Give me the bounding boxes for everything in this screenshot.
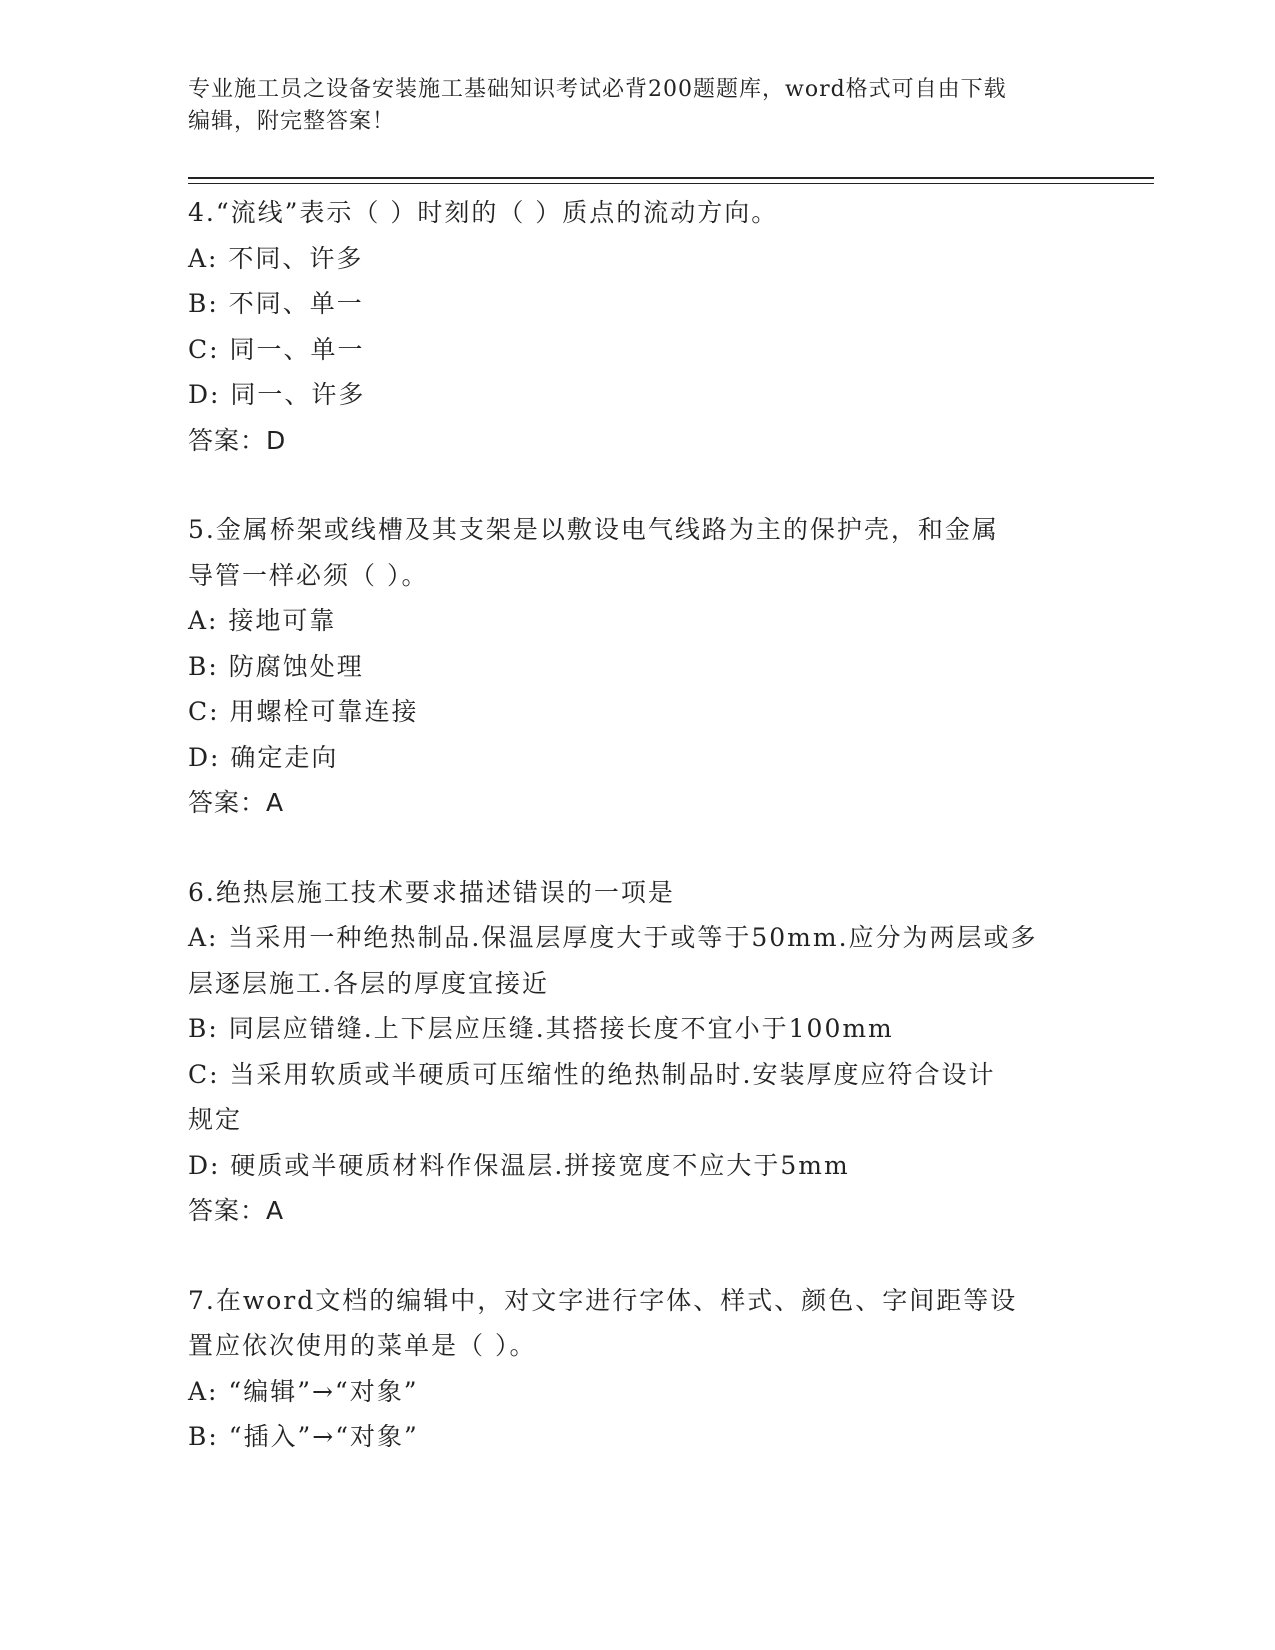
option-a: A: “编辑”→“对象” [188, 1376, 419, 1406]
option-b: B: 同层应错缝.上下层应压缝.其搭接长度不宜小于100mm [188, 1014, 894, 1043]
header-divider-thick [188, 177, 1154, 179]
question-5 [188, 507, 1088, 826]
document-header [188, 74, 1088, 138]
option-b: B: 防腐蚀处理 [188, 651, 364, 681]
question-stem: 5.金属桥架或线槽及其支架是以敷设电气线路为主的保护壳，和金属 [188, 515, 999, 544]
option-d: D: 硬质或半硬质材料作保温层.拼接宽度不应大于5mm [188, 1150, 850, 1180]
answer: 答案：A [188, 788, 285, 817]
question-6 [188, 870, 1088, 1234]
option-c: C: 用螺栓可靠连接 [188, 697, 419, 726]
option-a: A: 不同、许多 [188, 243, 364, 273]
option-c: C: 同一、单一 [188, 334, 365, 364]
answer: 答案：A [188, 1196, 285, 1225]
question-stem: 4.“流线”表示（ ）时刻的（ ）质点的流动方向。 [188, 198, 779, 227]
question-7 [188, 1278, 1088, 1460]
option-d: D: 确定走向 [188, 742, 339, 772]
header-line-1: 专业施工员之设备安装施工基础知识考试必背200题题库，word格式可自由下载 [188, 77, 1007, 102]
question-stem: 7.在word文档的编辑中，对文字进行字体、样式、颜色、字间距等设 [188, 1285, 1018, 1315]
option-c-continued: 规定 [188, 1105, 243, 1134]
option-a: A: 接地可靠 [188, 606, 337, 635]
option-b: B: “插入”→“对象” [188, 1422, 419, 1451]
header-line-2: 编辑，附完整答案！ [188, 109, 396, 134]
header-divider-thin [188, 183, 1154, 184]
answer: 答案：D [188, 425, 287, 455]
option-b: B: 不同、单一 [188, 289, 364, 318]
question-stem-continued: 导管一样必须（ ）。 [188, 560, 429, 590]
question-stem-continued: 置应依次使用的菜单是（ ）。 [188, 1331, 537, 1360]
option-a-continued: 层逐层施工.各层的厚度宜接近 [188, 968, 549, 998]
option-d: D: 同一、许多 [188, 380, 366, 409]
question-list [188, 190, 1088, 1504]
option-a: A: 当采用一种绝热制品.保温层厚度大于或等于50mm.应分为两层或多 [188, 923, 1038, 952]
question-4 [188, 190, 1088, 463]
question-stem: 6.绝热层施工技术要求描述错误的一项是 [188, 877, 675, 907]
option-c: C: 当采用软质或半硬质可压缩性的绝热制品时.安装厚度应符合设计 [188, 1059, 996, 1089]
